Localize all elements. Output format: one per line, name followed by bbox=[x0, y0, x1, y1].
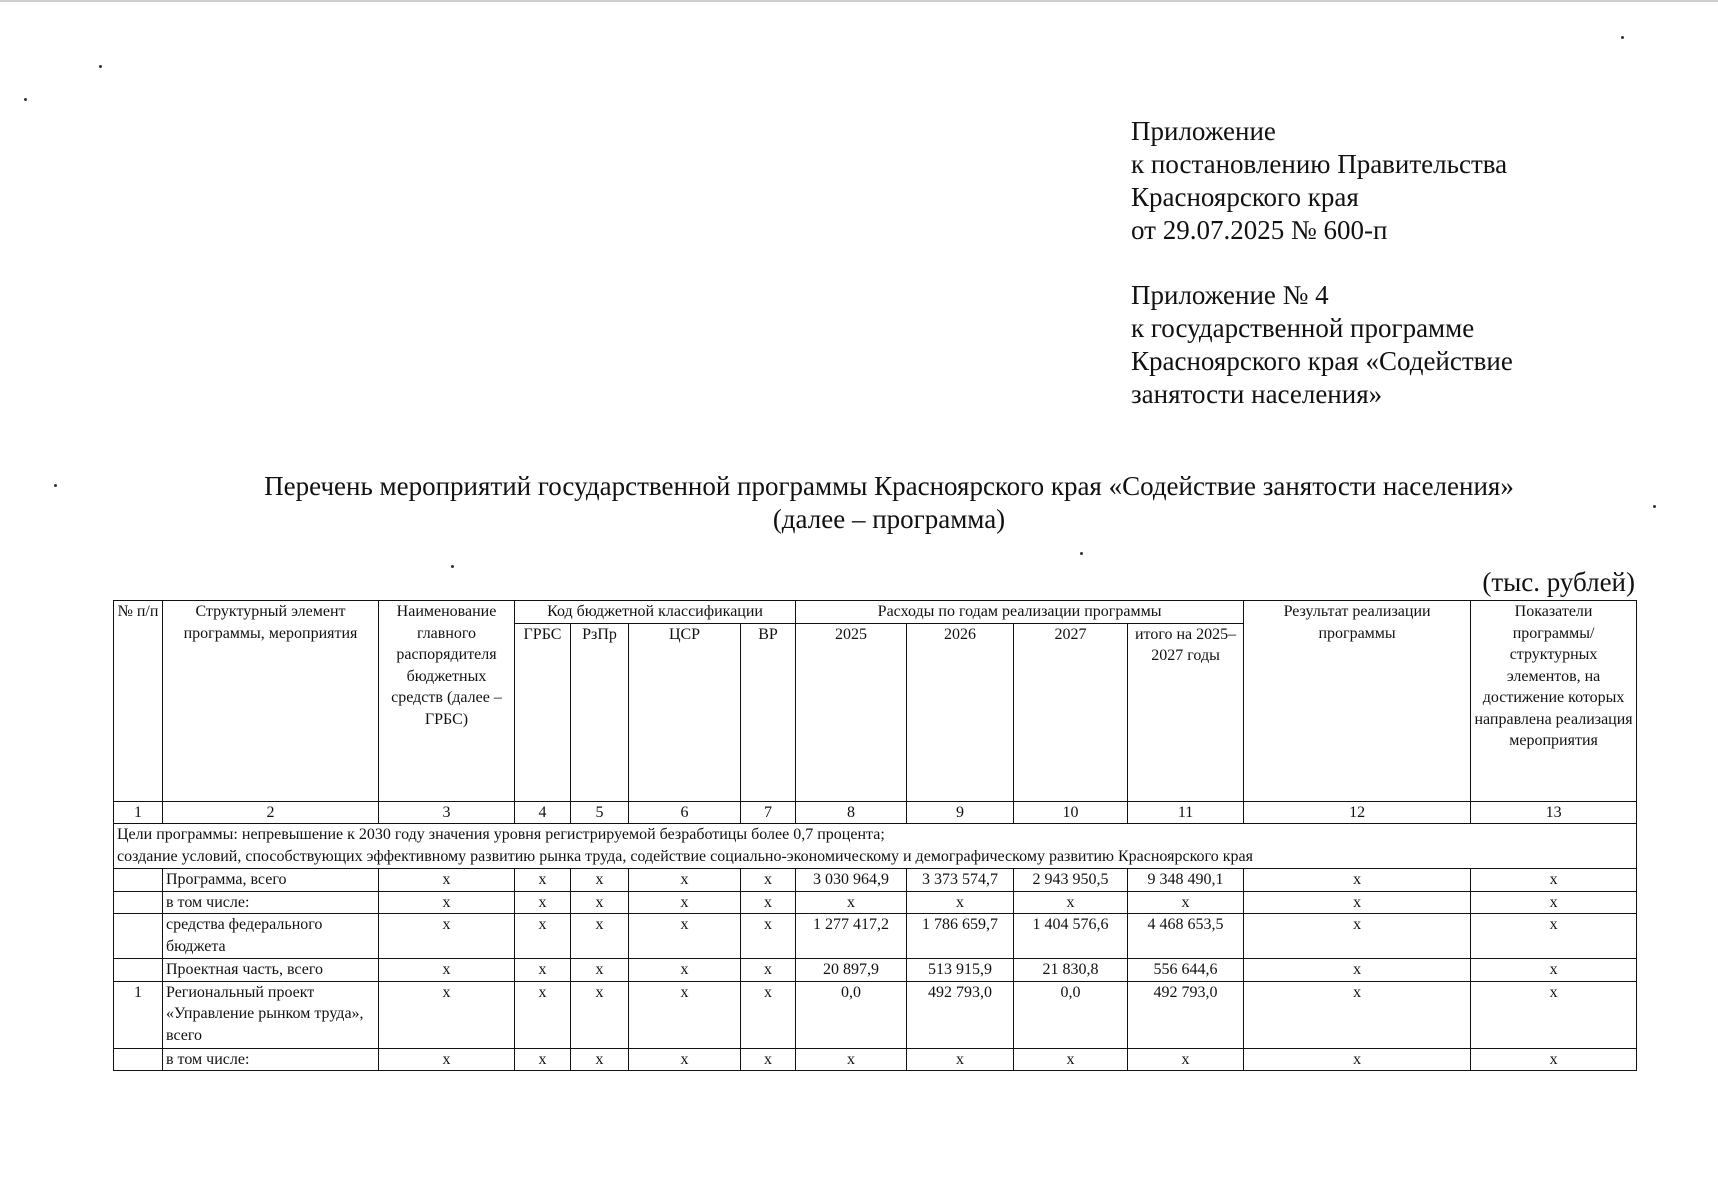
appendix4-line: Приложение № 4 bbox=[1131, 280, 1329, 310]
cell-total: х bbox=[1128, 1048, 1244, 1071]
document-title bbox=[100, 470, 1678, 536]
header-vr: ВР bbox=[741, 623, 796, 801]
cell-csr: х bbox=[629, 891, 741, 914]
table-row bbox=[114, 981, 1637, 1048]
cell-result: х bbox=[1244, 869, 1471, 892]
appendix-line: от 29.07.2025 № 600-п bbox=[1131, 215, 1388, 245]
cell-2026: 492 793,0 bbox=[907, 981, 1014, 1048]
document-title-line1: Перечень мероприятий государственной программы Красноярского края «Содействие занятости населения» bbox=[264, 471, 1514, 501]
cell-num bbox=[114, 1048, 163, 1071]
cell-csr: х bbox=[629, 959, 741, 982]
goals-line2: создание условий, способствующих эффективному развитию рынка труда, содействие социально-экономическому и демографическому развитию Красноярского края bbox=[117, 847, 1253, 865]
cell-num bbox=[114, 869, 163, 892]
header-grbs: ГРБС bbox=[515, 623, 571, 801]
appendix4-line: занятости населения» bbox=[1131, 379, 1383, 409]
units-label: (тыс. рублей) bbox=[1482, 567, 1635, 597]
cell-name: Программа, всего bbox=[163, 869, 379, 892]
scan-speck bbox=[24, 98, 27, 101]
cell-2025: х bbox=[796, 1048, 907, 1071]
cell-2026: х bbox=[907, 891, 1014, 914]
col-number: 7 bbox=[741, 801, 796, 824]
cell-csr: х bbox=[629, 1048, 741, 1071]
cell-indicators: х bbox=[1471, 869, 1637, 892]
scan-speck bbox=[99, 65, 102, 68]
cell-result: х bbox=[1244, 914, 1471, 959]
table-row bbox=[114, 891, 1637, 914]
cell-2026: 3 373 574,7 bbox=[907, 869, 1014, 892]
column-number-row bbox=[114, 801, 1637, 824]
col-number: 3 bbox=[379, 801, 515, 824]
goals-cell bbox=[114, 824, 1637, 869]
cell-num bbox=[114, 959, 163, 982]
cell-grbs: х bbox=[515, 914, 571, 959]
cell-rzpr: х bbox=[571, 891, 629, 914]
scan-speck bbox=[1621, 36, 1624, 39]
cell-num bbox=[114, 914, 163, 959]
cell-2027: х bbox=[1014, 1048, 1128, 1071]
cell-name: в том числе: bbox=[163, 1048, 379, 1071]
cell-rzpr: х bbox=[571, 981, 629, 1048]
header-indicators: Показатели программы/ структурных элементов, на достижение которых направлена реализация мероприятия bbox=[1471, 601, 1637, 802]
cell-2027: 0,0 bbox=[1014, 981, 1128, 1048]
col-number: 1 bbox=[114, 801, 163, 824]
cell-grbs-name: х bbox=[379, 891, 515, 914]
cell-grbs-name: х bbox=[379, 914, 515, 959]
header-row-1 bbox=[114, 601, 1637, 624]
document-title-line2: (далее – программа) bbox=[772, 504, 1006, 534]
cell-total: 556 644,6 bbox=[1128, 959, 1244, 982]
cell-grbs-name: х bbox=[379, 959, 515, 982]
measures-table bbox=[113, 600, 1637, 1071]
cell-grbs: х bbox=[515, 891, 571, 914]
goals-line1: Цели программы: непревышение к 2030 году значения уровня регистрируемой безработицы более 0,7 процента; bbox=[117, 826, 885, 843]
cell-vr: х bbox=[741, 1048, 796, 1071]
cell-csr: х bbox=[629, 869, 741, 892]
appendix4-line: Красноярского края «Содействие bbox=[1131, 346, 1513, 376]
cell-2027: 2 943 950,5 bbox=[1014, 869, 1128, 892]
col-number: 5 bbox=[571, 801, 629, 824]
cell-grbs: х bbox=[515, 981, 571, 1048]
cell-vr: х bbox=[741, 959, 796, 982]
cell-2027: 1 404 576,6 bbox=[1014, 914, 1128, 959]
header-total: итого на 2025–2027 годы bbox=[1128, 623, 1244, 801]
cell-result: х bbox=[1244, 891, 1471, 914]
cell-indicators: х bbox=[1471, 891, 1637, 914]
cell-total: 4 468 653,5 bbox=[1128, 914, 1244, 959]
cell-2025: 0,0 bbox=[796, 981, 907, 1048]
cell-rzpr: х bbox=[571, 869, 629, 892]
appendix-line: Красноярского края bbox=[1131, 182, 1359, 212]
header-csr: ЦСР bbox=[629, 623, 741, 801]
cell-result: х bbox=[1244, 1048, 1471, 1071]
cell-2025: 1 277 417,2 bbox=[796, 914, 907, 959]
cell-grbs: х bbox=[515, 1048, 571, 1071]
table-row bbox=[114, 869, 1637, 892]
cell-rzpr: х bbox=[571, 914, 629, 959]
appendix-line: к постановлению Правительства bbox=[1131, 149, 1508, 179]
cell-name: Региональный проект «Управление рынком труда», всего bbox=[163, 981, 379, 1048]
scan-speck bbox=[54, 484, 57, 487]
cell-grbs: х bbox=[515, 959, 571, 982]
cell-num: 1 bbox=[114, 981, 163, 1048]
cell-total: 9 348 490,1 bbox=[1128, 869, 1244, 892]
col-number: 6 bbox=[629, 801, 741, 824]
header-grbs-name: Наименование главного распорядителя бюджетных средств (далее – ГРБС) bbox=[379, 601, 515, 802]
header-2025: 2025 bbox=[796, 623, 907, 801]
cell-name: в том числе: bbox=[163, 891, 379, 914]
cell-2026: 1 786 659,7 bbox=[907, 914, 1014, 959]
header-num: № п/п bbox=[114, 601, 163, 802]
scan-speck bbox=[1080, 552, 1083, 555]
cell-2027: х bbox=[1014, 891, 1128, 914]
col-number: 8 bbox=[796, 801, 907, 824]
scan-edge bbox=[0, 0, 1718, 2]
header-2027: 2027 bbox=[1014, 623, 1128, 801]
cell-csr: х bbox=[629, 981, 741, 1048]
col-number: 10 bbox=[1014, 801, 1128, 824]
cell-total: х bbox=[1128, 891, 1244, 914]
cell-vr: х bbox=[741, 914, 796, 959]
appendix4-line: к государственной программе bbox=[1131, 313, 1475, 343]
cell-rzpr: х bbox=[571, 959, 629, 982]
table-row bbox=[114, 1048, 1637, 1071]
scan-speck bbox=[451, 565, 454, 568]
appendix-header bbox=[1131, 115, 1513, 411]
cell-vr: х bbox=[741, 981, 796, 1048]
cell-grbs-name: х bbox=[379, 1048, 515, 1071]
cell-2025: х bbox=[796, 891, 907, 914]
cell-grbs: х bbox=[515, 869, 571, 892]
cell-name: средства федерального бюджета bbox=[163, 914, 379, 959]
col-number: 4 bbox=[515, 801, 571, 824]
col-number: 2 bbox=[163, 801, 379, 824]
goals-row bbox=[114, 824, 1637, 869]
cell-indicators: х bbox=[1471, 914, 1637, 959]
header-element: Структурный элемент программы, мероприятия bbox=[163, 601, 379, 802]
cell-vr: х bbox=[741, 891, 796, 914]
cell-vr: х bbox=[741, 869, 796, 892]
header-code-group: Код бюджетной классификации bbox=[515, 601, 796, 624]
cell-result: х bbox=[1244, 981, 1471, 1048]
cell-num bbox=[114, 891, 163, 914]
cell-name: Проектная часть, всего bbox=[163, 959, 379, 982]
cell-indicators: х bbox=[1471, 1048, 1637, 1071]
cell-total: 492 793,0 bbox=[1128, 981, 1244, 1048]
cell-grbs-name: х bbox=[379, 981, 515, 1048]
cell-rzpr: х bbox=[571, 1048, 629, 1071]
cell-2026: 513 915,9 bbox=[907, 959, 1014, 982]
header-2026: 2026 bbox=[907, 623, 1014, 801]
cell-2027: 21 830,8 bbox=[1014, 959, 1128, 982]
table-row bbox=[114, 914, 1637, 959]
col-number: 11 bbox=[1128, 801, 1244, 824]
cell-2025: 20 897,9 bbox=[796, 959, 907, 982]
header-result: Результат реализации программы bbox=[1244, 601, 1471, 802]
cell-2025: 3 030 964,9 bbox=[796, 869, 907, 892]
header-rzpr: РзПр bbox=[571, 623, 629, 801]
col-number: 13 bbox=[1471, 801, 1637, 824]
cell-indicators: х bbox=[1471, 959, 1637, 982]
col-number: 9 bbox=[907, 801, 1014, 824]
cell-indicators: х bbox=[1471, 981, 1637, 1048]
cell-result: х bbox=[1244, 959, 1471, 982]
header-expenses-group: Расходы по годам реализации программы bbox=[796, 601, 1244, 624]
cell-csr: х bbox=[629, 914, 741, 959]
appendix-line: Приложение bbox=[1131, 116, 1276, 146]
cell-grbs-name: х bbox=[379, 869, 515, 892]
cell-2026: х bbox=[907, 1048, 1014, 1071]
table-row bbox=[114, 959, 1637, 982]
col-number: 12 bbox=[1244, 801, 1471, 824]
